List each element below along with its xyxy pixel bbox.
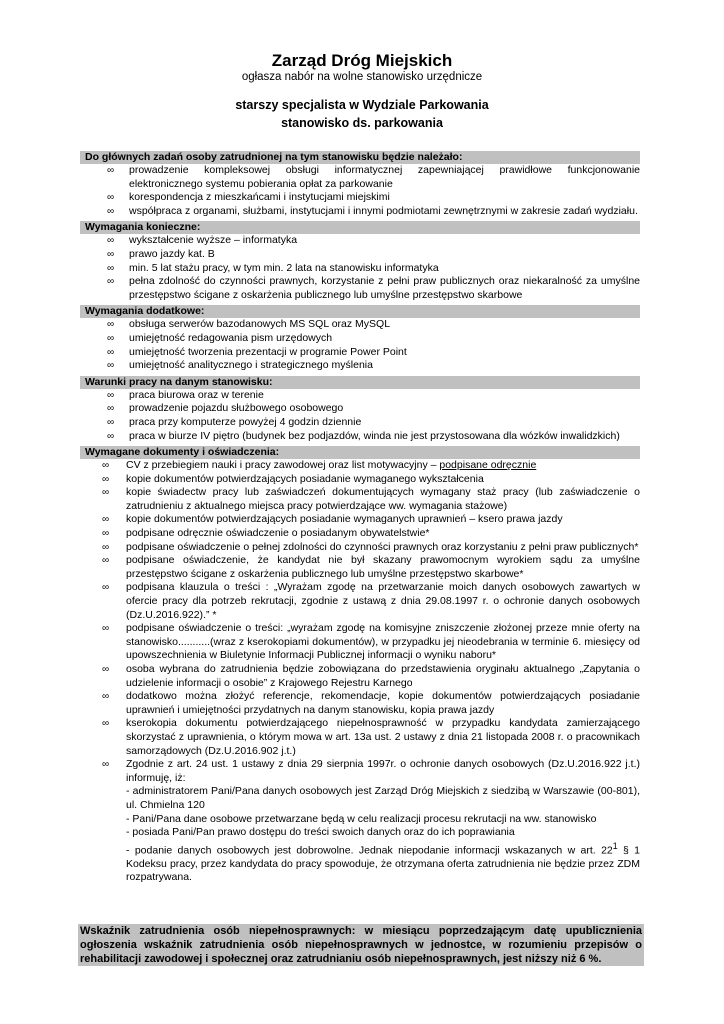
bullet-icon: ∞ (107, 389, 115, 401)
bullet-icon: ∞ (107, 360, 115, 372)
list-item: ∞ umiejętność tworzenia prezentacji w programie Power Point (107, 345, 407, 358)
list-item: ∞ obsługa serwerów bazodanowych MS SQL oraz MySQL (107, 318, 391, 331)
documents-list (80, 459, 640, 885)
bullet-icon: ∞ (102, 473, 110, 485)
bullet-icon: ∞ (107, 403, 115, 415)
section-heading-additional: Wymagania dodatkowe: (80, 305, 640, 318)
bullet-icon: ∞ (102, 664, 110, 675)
underlined-text: podpisane odręcznie (439, 459, 537, 472)
bullet-icon: ∞ (107, 165, 115, 176)
section-heading-conditions: Warunki pracy na danym stanowisku: (80, 376, 640, 389)
bullet-icon: ∞ (107, 319, 115, 331)
list-item: ∞ kopie świadectw pracy lub zaświadczeń dokumentujących wymagany staż pracy (lub zaświadczenie o zatrudnieniu z aktualnego miejsca pracy potwierdzające ww. wymagania stażowe) (102, 486, 640, 512)
bullet-icon: ∞ (102, 691, 110, 703)
list-item: ∞ podpisane oświadczenie o pełnej zdolności do czynności prawnych oraz korzystaniu z pełni praw publicznych* (102, 540, 639, 553)
bullet-icon: ∞ (102, 759, 110, 771)
list-item: ∞ dodatkowo można złożyć referencje, rekomendacje, kopie dokumentów potwierdzających posiadanie uprawnień i umiejętności przydatnych na danym stanowisku, kopia prawa jazdy (102, 690, 640, 716)
bullet-icon: ∞ (102, 460, 110, 472)
bullet-icon: ∞ (102, 582, 110, 594)
section-heading-documents: Wymagane dokumenty i oświadczenia: (80, 446, 640, 459)
bullet-icon: ∞ (102, 555, 110, 567)
bullet-icon: ∞ (107, 346, 115, 358)
list-item: ∞ prowadzenie kompleksowej obsługi informatycznej zapewniającej prawidłowe funkcjonowanie elektronicznego systemu pobierania opłat za parkowanie (107, 164, 640, 190)
list-item: ∞ kopie dokumentów potwierdzających posiadanie wymaganych uprawnień – ksero prawa jazdy (102, 513, 563, 526)
bullet-icon: ∞ (107, 276, 115, 288)
list-item: ∞ podpisane oświadczenie o treści: „wyrażam zgodę na komisyjne zniszczenie złożonej przeze mnie oferty na stanowisko...........(wraz z kserokopiami dokumentów), w przypadku jej nieodebrania w terminie 6. miesięcy od upowszechnienia w Biuletynie Informacji Publicznej informacji o wyniku naboru* (102, 622, 640, 662)
position-title: starszy specjalista w Wydziale Parkowania (235, 98, 489, 112)
list-item: ∞ prowadzenie pojazdu służbowego osobowego (107, 402, 344, 415)
section-heading-required: Wymagania konieczne: (80, 221, 640, 234)
required-list (80, 234, 640, 302)
section-heading-tasks: Do głównych zadań osoby zatrudnionej na tym stanowisku będzie należało: (80, 151, 640, 164)
list-item: ∞ podpisane oświadczenie, że kandydat nie był skazany prawomocnym wyrokiem sądu za umyślne przestępstwo ścigane z oskarżenia publicznego lub umyślne przestępstwo skarbowe* (102, 554, 640, 580)
bullet-icon: ∞ (102, 541, 110, 553)
bullet-icon: ∞ (107, 416, 115, 428)
list-item: ∞ podpisana klauzula o treści : „Wyrażam zgodę na przetwarzanie moich danych osobowych zawartych w ofercie pracy dla potrzeb rekrutacji, zgodnie z ustawą z dnia 29.08.1997 r. o ochronie danych osobowych (Dz.U.2016.922).” * (102, 581, 640, 621)
bullet-icon: ∞ (107, 235, 115, 247)
list-item: ∞ osoba wybrana do zatrudnienia będzie zobowiązana do przedstawienia oryginału aktualnego „Zapytania o udzielenie informacji o osobie” z Krajowego Rejestru Karnego (102, 663, 640, 689)
bullet-icon: ∞ (107, 332, 115, 344)
list-item: ∞ CV z przebiegiem nauki i pracy zawodowej oraz list motywacyjny – podpisane odręcznie (102, 459, 537, 472)
bullet-icon: ∞ (102, 528, 110, 540)
bullet-icon: ∞ (102, 718, 110, 730)
tasks-list (80, 164, 640, 218)
bullet-icon: ∞ (107, 205, 115, 217)
announcement-body (80, 151, 640, 885)
list-item: ∞ prawo jazdy kat. B (107, 247, 215, 260)
list-item: ∞ kserokopia dokumentu potwierdzającego niepełnosprawność w przypadku kandydata zamierzającego skorzystać z uprawnienia, o którym mowa w art. 13a ust. 2 ustawy z dnia 21 listopada 2008 r. o pracownikach samorządowych (Dz.U.2016.902 j.t.) (102, 717, 640, 757)
list-item: ∞ umiejętność redagowania pism urzędowych (107, 331, 333, 344)
list-item: ∞ kopie dokumentów potwierdzających posiadanie wymaganego wykształcenia (102, 472, 484, 485)
list-item: ∞ praca w biurze IV piętro (budynek bez podjazdów, winda nie jest przystosowana dla wózków inwalidzkich) (107, 429, 620, 442)
list-item: ∞ pełna zdolność do czynności prawnych, korzystanie z pełni praw publicznych oraz niekaralność za umyślne przestępstwo ścigane z oskarżenia publicznego lub umyślne przestępstwo skarbowe (107, 275, 640, 301)
bullet-icon: ∞ (107, 262, 115, 274)
list-item: ∞ umiejętność analitycznego i strategicznego myślenia (107, 359, 373, 372)
list-item: ∞ praca przy komputerze powyżej 4 godzin dziennie (107, 415, 362, 428)
additional-list (80, 318, 640, 372)
bullet-icon: ∞ (102, 487, 110, 499)
list-item: ∞ współpraca z organami, służbami, instytucjami i innymi podmiotami zewnętrznymi w zakresie zadań wydziału. (107, 204, 638, 217)
list-item: ∞ wykształcenie wyższe – informatyka (107, 234, 298, 247)
conditions-list (80, 389, 640, 443)
bullet-icon: ∞ (107, 430, 115, 442)
bullet-icon: ∞ (102, 514, 110, 526)
bullet-icon: ∞ (102, 623, 110, 635)
list-item: ∞ korespondencja z mieszkańcami i instytucjami miejskimi (107, 191, 390, 204)
position-subtitle: stanowisko ds. parkowania (281, 116, 443, 130)
list-item-rodo: ∞ Zgodnie z art. 24 ust. 1 ustawy z dnia 29 sierpnia 1997r. o ochronie danych osobowych (Dz.U.2016.922 j.t.) informuję, iż: - administratorem Pani/Pana danych osobowych jest Zarząd Dróg Miejskich z siedzibą w Warszawie (00-801), ul. Chmielna 120 - Pani/Pana dane osobowe przetwarzane będą w celu realizacji procesu rekrutacji na ww. stanowisko - posiada Pani/Pan prawo dostępu do treści swoich danych oraz do ich poprawiania - podanie danych osobowych jest dobrowolne. Jednak niepodanie informacji wskazanych w art. $22^1$ § 1 Kodeksu pracy, przez kandydata do pracy spowoduje, że otrzymana oferta zatrudnienia nie będzie przez ZDM rozpatrywana. (102, 758, 640, 884)
page-subtitle: ogłasza nabór na wolne stanowisko urzędnicze (241, 71, 483, 83)
list-item: ∞ praca biurowa oraz w terenie (107, 388, 264, 401)
bullet-icon: ∞ (107, 248, 115, 260)
disability-employment-notice: Wskaźnik zatrudnienia osób niepełnosprawnych: w miesiącu poprzedzającym datę upublicznienia ogłoszenia wskaźnik zatrudnienia osób niepełnosprawnych w jednostce, w rozumieniu przepisów o rehabilitacji zawodowej i społecznej oraz zatrudnianiu osób niepełnosprawnych, jest niższy niż 6 %. (80, 925, 642, 965)
bullet-icon: ∞ (107, 192, 115, 204)
page-title: Zarząd Dróg Miejskich (271, 51, 453, 70)
list-item: ∞ podpisane odręcznie oświadczenie o posiadanym obywatelstwie* (102, 527, 430, 540)
list-item: ∞ min. 5 lat stażu pracy, w tym min. 2 lata na stanowisku informatyka (107, 261, 439, 274)
